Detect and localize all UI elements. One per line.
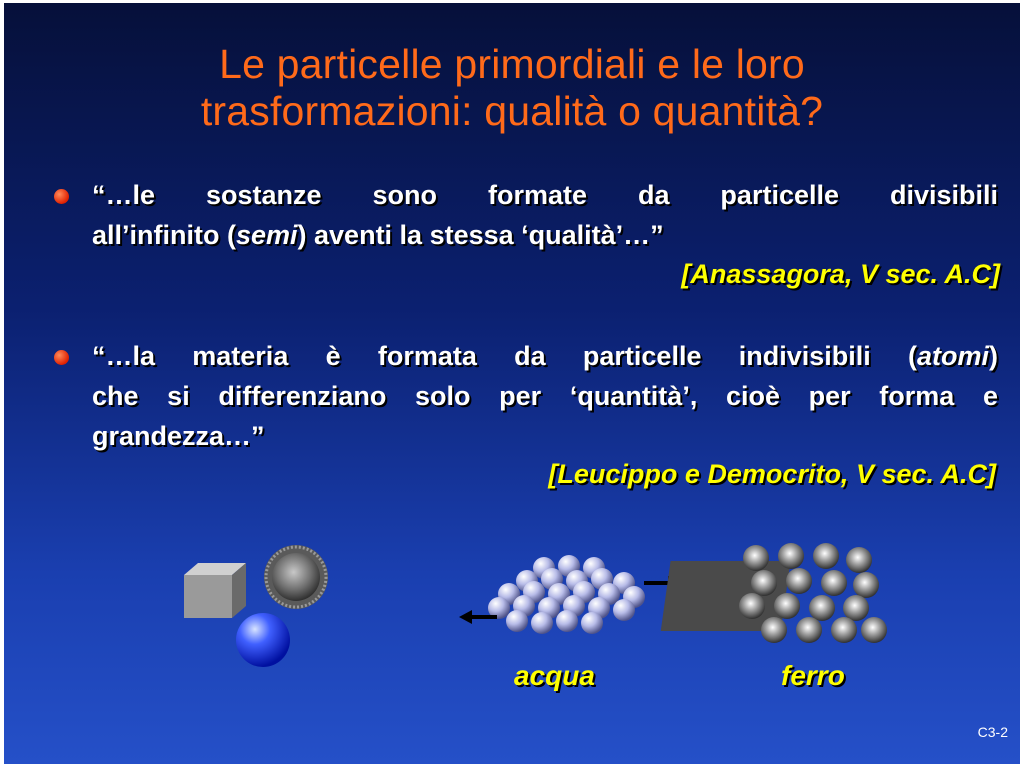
iron-caption: ferro bbox=[781, 660, 845, 691]
bullet-1-line-2-pre: all’infinito ( bbox=[92, 220, 236, 250]
bullet-2-line-3: grandezza…” bbox=[92, 421, 265, 451]
bullet-2-emphasis: atomi bbox=[916, 341, 989, 371]
water-caption: acqua bbox=[514, 660, 595, 691]
slide-code: C3-2 bbox=[977, 724, 1008, 740]
bullet-2-line-2: che si differenziano solo per ‘quantità’, cioè per forma e bbox=[92, 381, 998, 411]
title-line-1: Le particelle primordiali e le loro bbox=[219, 41, 805, 87]
spiky-sphere-icon bbox=[264, 545, 328, 609]
bullet-1-line-2-post: ) aventi la stessa ‘qualità’…” bbox=[297, 220, 664, 250]
water-lattice-icon bbox=[488, 555, 645, 634]
blue-sphere-icon bbox=[236, 613, 290, 667]
bullet-1-citation: [Anassagora, V sec. A.C] bbox=[681, 259, 1000, 289]
bullet-2-line-1-pre: “…la materia è formata da particelle indivisibili ( bbox=[92, 341, 917, 371]
bullet-1-line-1: “…le sostanze sono formate da particelle divisibili bbox=[92, 180, 998, 210]
slide bbox=[4, 3, 1020, 764]
bullet-2-line-1-post: ) bbox=[989, 341, 998, 371]
iron-lattice-icon bbox=[661, 543, 887, 643]
cube-icon bbox=[184, 563, 246, 618]
bullet-2-citation: [Leucippo e Democrito, V sec. A.C] bbox=[548, 459, 996, 489]
title-line-2: trasformazioni: qualità o quantità? bbox=[200, 88, 824, 134]
illustrations bbox=[4, 3, 1020, 764]
bullet-1-emphasis: semi bbox=[235, 220, 298, 250]
